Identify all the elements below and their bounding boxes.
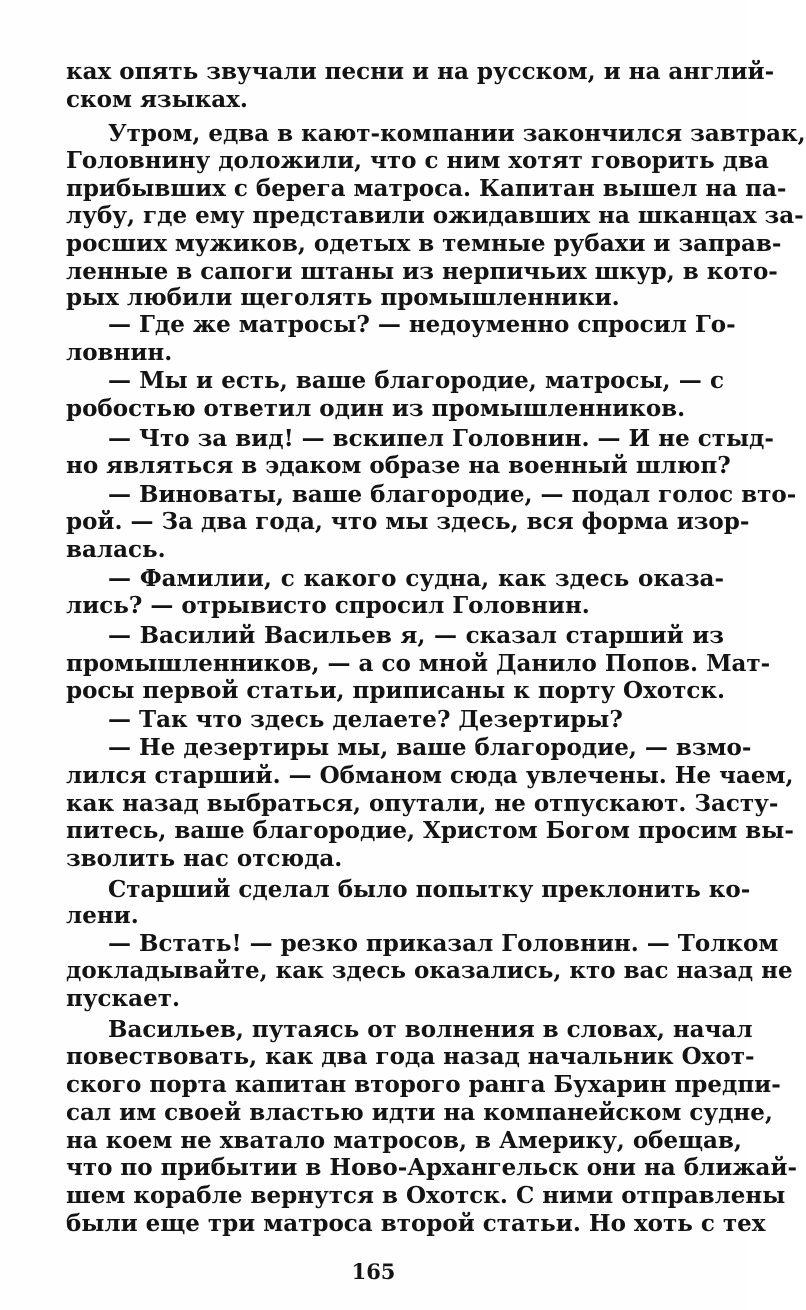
text-line: пускает. <box>66 985 180 1012</box>
text-line: — Фамилии, с какого судна, как здесь оказа- <box>108 565 724 592</box>
text-line: росших мужиков, одетых в темные рубахи и заправ- <box>66 230 782 257</box>
text-line: сал им своей властью идти на компанейском судне, <box>66 1099 773 1126</box>
text-line: — Мы и есть, ваше благородие, матросы, — с <box>108 367 724 394</box>
text-line: — Что за вид! — вскипел Головнин. — И не стыд- <box>108 425 774 452</box>
text-line: рой. — За два года, что мы здесь, вся форма изор- <box>66 508 750 535</box>
page-number: 165 <box>351 1259 396 1284</box>
text-line: — Не дезертиры мы, ваше благородие, — взмо- <box>108 734 752 761</box>
text-line: на коем не хватало матросов, в Америку, обещав, <box>66 1127 742 1154</box>
text-line: зволить нас отсюда. <box>66 845 343 872</box>
text-line: докладывайте, как здесь оказались, кто вас назад не <box>66 957 793 984</box>
text-line: что по прибытии в Ново-Архангельск они на ближай- <box>66 1154 798 1181</box>
text-line: были еще три матроса второй статьи. Но хоть с тех <box>66 1210 766 1237</box>
text-line: ском языках. <box>66 86 248 113</box>
text-line: прибывших с берега матроса. Капитан вышел на па- <box>66 175 787 202</box>
text-line: как назад выбраться, опутали, не отпускают. Засту- <box>66 790 779 817</box>
text-line: Головнину доложили, что с ним хотят говорить два <box>66 147 769 174</box>
text-line: — Где же матросы? — недоуменно спросил Го- <box>108 311 736 338</box>
text-line: Васильев, путаясь от волнения в словах, начал <box>108 1016 753 1043</box>
text-line: лись? — отрывисто спросил Головнин. <box>66 592 590 619</box>
text-line: но являться в эдаком образе на военный шлюп? <box>66 452 731 479</box>
text-line: ленные в сапоги штаны из нерпичьих шкур, в кото- <box>66 258 778 285</box>
text-line: ках опять звучали песни и на русском, и на англий- <box>66 58 775 85</box>
text-line: — Встать! — резко приказал Головнин. — Толком <box>108 930 779 957</box>
text-line: — Так что здесь делаете? Дезертиры? <box>108 706 623 733</box>
text-line: — Виноваты, ваше благородие, — подал голос вто- <box>108 481 797 508</box>
text-line: Утром, едва в кают-компании закончился завтрак, <box>108 120 806 147</box>
text-line: лился старший. — Обманом сюда увлечены. Не чаем, <box>66 762 794 789</box>
text-line: — Василий Васильев я, — сказал старший из <box>108 622 724 649</box>
text-line: лени. <box>66 902 139 929</box>
text-line: ского порта капитан второго ранга Бухарин предпи- <box>66 1071 781 1098</box>
text-line: повествовать, как два года назад начальник Охот- <box>66 1043 755 1070</box>
text-line: питесь, ваше благородие, Христом Богом просим вы- <box>66 817 794 844</box>
text-line: росы первой статьи, приписаны к порту Охотск. <box>66 677 726 704</box>
text-line: промышленников, — а со мной Данило Попов. Мат- <box>66 650 771 677</box>
text-line: робостью ответил один из промышленников. <box>66 395 686 422</box>
text-line: шем корабле вернутся в Охотск. С ними отправлены <box>66 1182 786 1209</box>
text-line: рых любили щеголять промышленники. <box>66 284 620 311</box>
text-line: Старший сделал было попытку преклонить ко- <box>108 876 751 903</box>
text-line: валась. <box>66 536 166 563</box>
text-line: ловнин. <box>66 339 173 366</box>
text-line: лубу, где ему представили ожидавших на шканцах за- <box>66 202 804 229</box>
